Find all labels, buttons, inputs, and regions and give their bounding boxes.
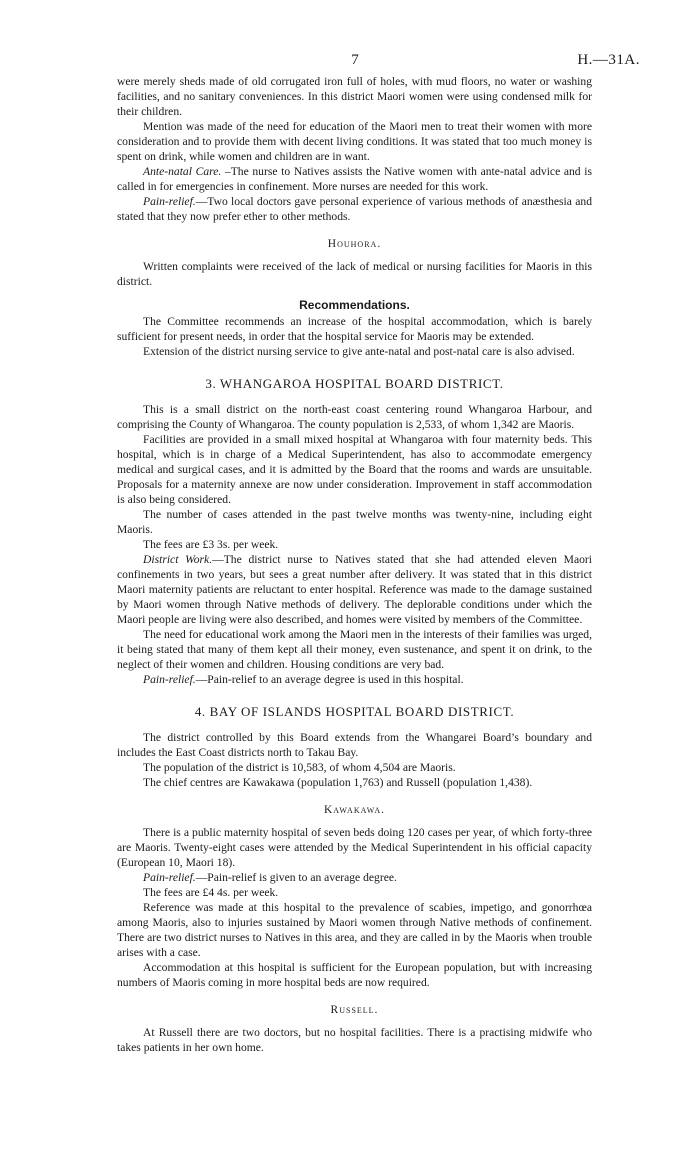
paragraph-lead: Ante-natal Care. [143, 165, 222, 178]
paragraph [117, 314, 592, 344]
paragraph-text: The fees are £4 4s. per week. [143, 886, 279, 899]
paragraph [117, 432, 592, 507]
paragraph-text: Written complaints were received of the lack of medical or nursing facilities for Maoris in this district. [117, 260, 592, 288]
paragraph-text: were merely sheds made of old corrugated iron full of holes, with mud floors, no water or washing facilities, and no sanitary conveniences. In this district Maori women were using condensed milk for their children. [117, 75, 592, 118]
paragraph-lead: District Work. [143, 553, 213, 566]
paragraph-text: Reference was made at this hospital to the prevalence of scabies, impetigo, and gonorrhœa among Maoris, also to injuries sustained by Maori women through Native methods of confinement. There are two district nurses to Natives in this area, and they are called in by the Maoris when trouble arises with a case. [117, 901, 592, 959]
paragraph-text: The Committee recommends an increase of the hospital accommodation, which is barely sufficient for present needs, in order that the hospital service for Maoris may be extended. [117, 315, 592, 343]
paragraph [117, 552, 592, 627]
paragraph [117, 194, 592, 224]
paragraph-text: –The nurse to Natives assists the Native women with ante-natal advice and is called in for emergencies in confinement. More nurses are needed for this work. [117, 165, 592, 193]
paragraph [117, 74, 592, 119]
document-body [117, 74, 592, 1055]
paragraph-lead: Pain-relief. [143, 673, 196, 686]
paragraph-text: Facilities are provided in a small mixed hospital at Whangaroa with four maternity beds. This hospital, which is in charge of a Medical Superintendent, has also to accommodate emergency medical and surgical cases, and it is admitted by the Board that the rooms and wards are unsuitable. Proposals for a maternity annexe are now under consideration. Improvement in staff accommodation is also being considered. [117, 433, 592, 506]
page-number: 7 [351, 52, 359, 68]
paragraph [117, 507, 592, 537]
paragraph-text: —Pain-relief is given to an average degree. [195, 871, 397, 884]
paragraph [117, 1025, 592, 1055]
paragraph-text: Mention was made of the need for education of the Maori men to treat their women with more consideration and to provide them with decent living conditions. It was stated that too much money is spent on drink, while women and children are in want. [117, 120, 592, 163]
paragraph [117, 760, 592, 775]
paragraph [117, 870, 592, 885]
section-heading: 3. WHANGAROA HOSPITAL BOARD DISTRICT. [205, 376, 504, 391]
paragraph-text: The fees are £3 3s. per week. [143, 538, 279, 551]
paragraph-lead: Pain-relief. [143, 871, 196, 884]
document-reference: H.—31A. [577, 52, 640, 68]
paragraph [117, 627, 592, 672]
paragraph-text: The district controlled by this Board extends from the Whangarei Board’s boundary and includes the East Coast districts north to Takau Bay. [117, 731, 592, 759]
section-heading: 4. BAY OF ISLANDS HOSPITAL BOARD DISTRICT. [194, 704, 515, 719]
recommendations-heading: Recommendations. [299, 298, 410, 312]
paragraph-text: The population of the district is 10,583, of whom 4,504 are Maoris. [143, 761, 456, 774]
paragraph [117, 164, 592, 194]
paragraph [117, 537, 592, 552]
paragraph-text: The need for educational work among the Maori men in the interests of their families was urged, it being stated that many of them kept all their money, even sustenance, and spent it on drink, to the neglect of their women and children. Housing conditions are very bad. [117, 628, 592, 671]
paragraph [117, 672, 592, 687]
paragraph [117, 344, 592, 359]
paragraph-text: There is a public maternity hospital of seven beds doing 120 cases per year, of which forty-three are Maoris. Twenty-eight cases were attended by the Medical Superintendent in his official capacity (European 10, Maori 18). [117, 826, 592, 869]
paragraph [117, 730, 592, 760]
paragraph-text: —The district nurse to Natives stated that she had attended eleven Maori confinements in two years, but sees a great number after delivery. It was stated that in this district Maori maternity patients are reluctant to enter hospital. Reference was made to the damage sustained by Maori women through Native methods of delivery. The deplorable conditions under which the Maori people are living were also described, and homes were visited by members of the Committee. [117, 553, 592, 626]
paragraph [117, 402, 592, 432]
paragraph-text: —Two local doctors gave personal experience of various methods of anæsthesia and stated that they now prefer ether to other methods. [117, 195, 592, 223]
paragraph-text: The chief centres are Kawakawa (population 1,763) and Russell (population 1,438). [143, 776, 533, 789]
subsection-heading: Houhora. [327, 238, 382, 250]
paragraph-text: —Pain-relief to an average degree is used in this hospital. [195, 673, 464, 686]
paragraph-lead: Pain-relief. [143, 195, 196, 208]
paragraph [117, 119, 592, 164]
paragraph-text: This is a small district on the north-east coast centering round Whangaroa Harbour, and comprising the County of Whangaroa. The county population is 2,533, of whom 1,342 are Maoris. [117, 403, 592, 431]
paragraph-text: The number of cases attended in the past twelve months was twenty-nine, including eight Maoris. [117, 508, 592, 536]
paragraph [117, 825, 592, 870]
paragraph [117, 885, 592, 900]
paragraph [117, 775, 592, 790]
paragraph-text: Accommodation at this hospital is sufficient for the European population, but with increasing numbers of Maoris coming in more hospital beds are now required. [117, 961, 592, 989]
subsection-heading: Kawakawa. [323, 804, 386, 816]
paragraph-text: At Russell there are two doctors, but no hospital facilities. There is a practising midwife who takes patients in her own home. [117, 1026, 592, 1054]
paragraph [117, 900, 592, 960]
paragraph [117, 259, 592, 289]
paragraph [117, 960, 592, 990]
paragraph-text: Extension of the district nursing service to give ante-natal and post-natal care is also advised. [143, 345, 575, 358]
subsection-heading: Russell. [330, 1004, 379, 1016]
